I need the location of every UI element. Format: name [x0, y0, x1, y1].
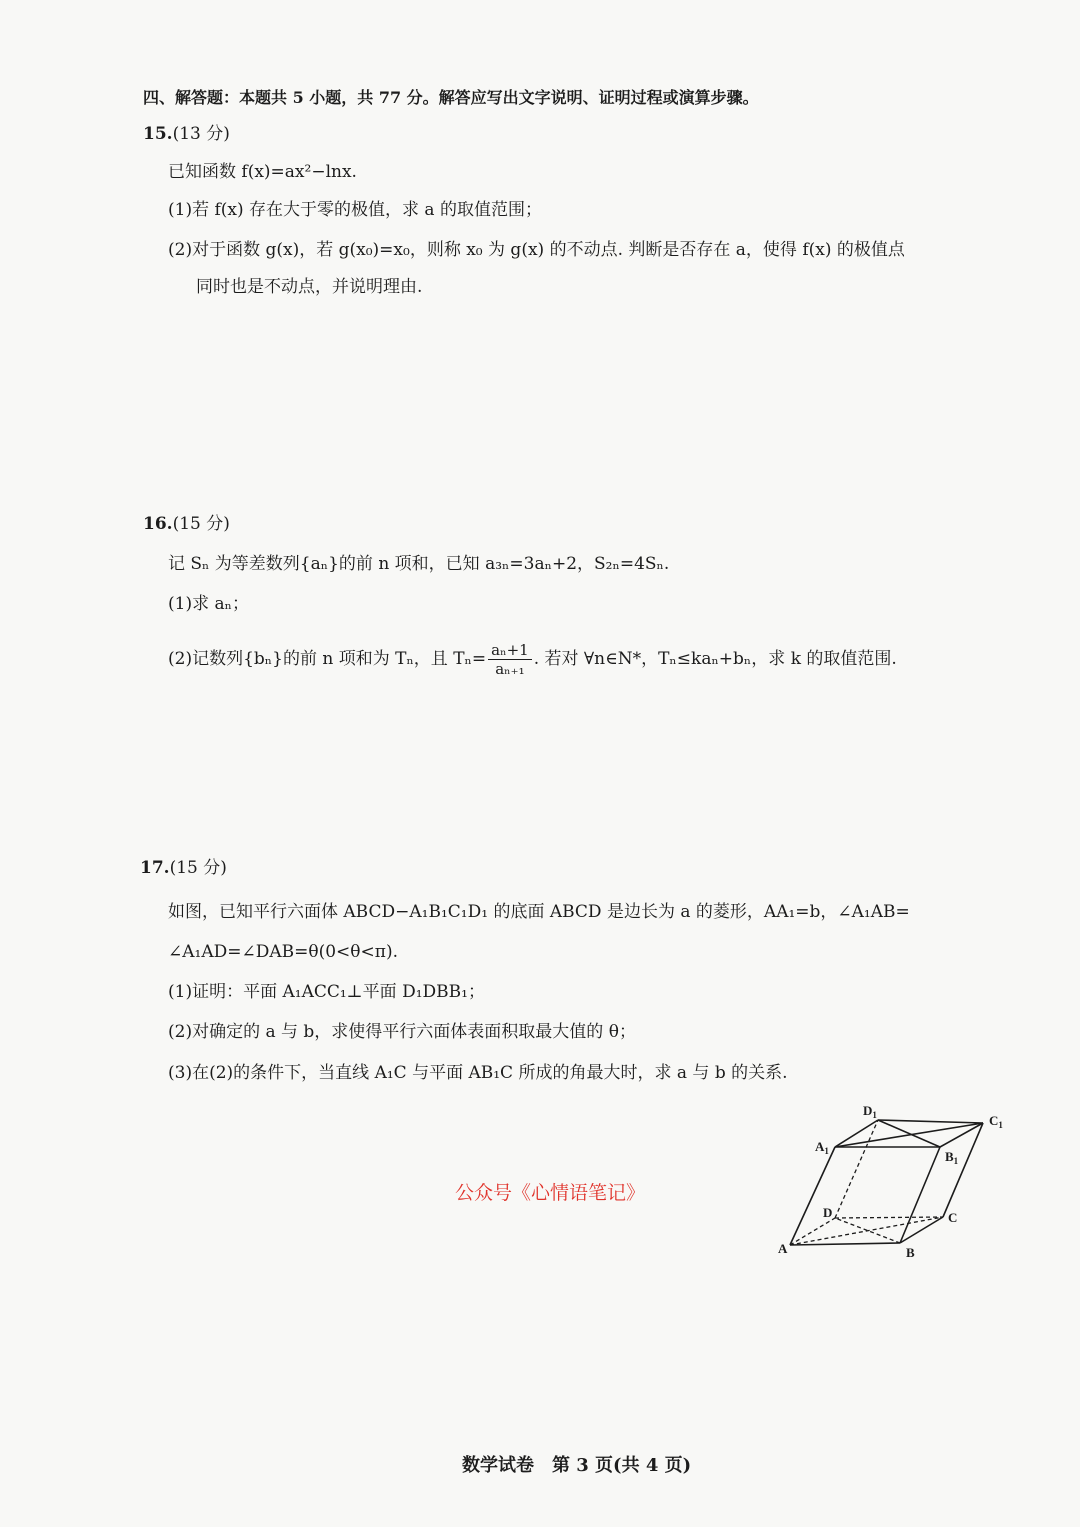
- label-a: A: [778, 1241, 788, 1256]
- q16-stem: 记 Sₙ 为等差数列{aₙ}的前 n 项和，已知 a₃ₙ=3aₙ+2，S₂ₙ=4Sₙ.: [168, 554, 670, 574]
- q15-part1: (1)若 f(x) 存在大于零的极值，求 a 的取值范围；: [168, 200, 542, 220]
- edge-c1-d1: [878, 1120, 983, 1123]
- q17-points: (15 分): [169, 858, 227, 878]
- q15-stem: 已知函数 f(x)=ax²−lnx.: [168, 162, 357, 182]
- label-b1: $B_1$: [945, 1149, 959, 1166]
- q16-number: 16.: [143, 514, 173, 534]
- parallelepiped-figure: [775, 1095, 1020, 1270]
- q17-part1: (1)证明：平面 A₁ACC₁⊥平面 D₁DBB₁；: [168, 982, 485, 1002]
- q17-part3: (3)在(2)的条件下，当直线 A₁C 与平面 AB₁C 所成的角最大时，求 a 与 b 的关系.: [168, 1063, 788, 1083]
- q16-heading: [143, 512, 230, 536]
- q17-stem-line2: ∠A₁AD=∠DAB=θ(0<θ<π).: [168, 942, 398, 962]
- label-d1: $D_1$: [863, 1103, 877, 1120]
- q15-heading: [143, 122, 230, 146]
- edge-c-c1: [943, 1123, 983, 1217]
- hidden-edge-d-d1: [835, 1120, 878, 1218]
- q17-stem-line1: 如图，已知平行六面体 ABCD−A₁B₁C₁D₁ 的底面 ABCD 是边长为 a 的菱形，AA₁=b，∠A₁AB=: [168, 902, 910, 922]
- q16-part1: (1)求 aₙ；: [168, 594, 249, 614]
- label-c1: $C_1$: [989, 1113, 1003, 1130]
- q16-fraction-denominator: aₙ₊₁: [495, 660, 525, 678]
- label-d: D: [823, 1205, 833, 1220]
- section-header: 四、解答题：本题共 5 小题，共 77 分。解答应写出文字说明、证明过程或演算步骤。: [143, 88, 759, 107]
- q16-fraction: [488, 641, 532, 678]
- hidden-edge-d-c: [835, 1217, 943, 1218]
- label-c: C: [948, 1210, 958, 1225]
- q17-number: 17.: [140, 858, 170, 878]
- q16-part2: [168, 636, 897, 682]
- q16-part2-pre: (2)记数列{bₙ}的前 n 项和为 Tₙ，且 Tₙ=: [168, 649, 487, 669]
- label-b: B: [906, 1245, 915, 1260]
- q17-heading: [140, 856, 227, 880]
- q15-part2-line2: 同时也是不动点，并说明理由.: [196, 277, 423, 297]
- label-a1: $A_1$: [815, 1139, 829, 1156]
- q15-part2-line1: (2)对于函数 g(x)，若 g(x₀)=x₀，则称 x₀ 为 g(x) 的不动点. 判断是否存在 a，使得 f(x) 的极值点: [168, 240, 905, 260]
- diag-b1-d1: [878, 1120, 940, 1147]
- edge-a-b: [790, 1243, 900, 1245]
- q16-points: (15 分): [172, 514, 230, 534]
- watermark-text: 公众号《心情语笔记》: [455, 1182, 646, 1204]
- edge-b-b1: [900, 1147, 940, 1243]
- q16-fraction-numerator: aₙ+1: [488, 641, 532, 660]
- q17-part2: (2)对确定的 a 与 b，求使得平行六面体表面积取最大值的 θ；: [168, 1022, 636, 1042]
- page-footer: 数学试卷 第 3 页(共 4 页): [462, 1455, 692, 1476]
- q16-part2-post: . 若对 ∀n∈N*，Tₙ≤kaₙ+bₙ，求 k 的取值范围.: [533, 649, 897, 669]
- q15-points: (13 分): [172, 124, 230, 144]
- q15-number: 15.: [143, 124, 173, 144]
- edge-a-a1: [790, 1147, 835, 1245]
